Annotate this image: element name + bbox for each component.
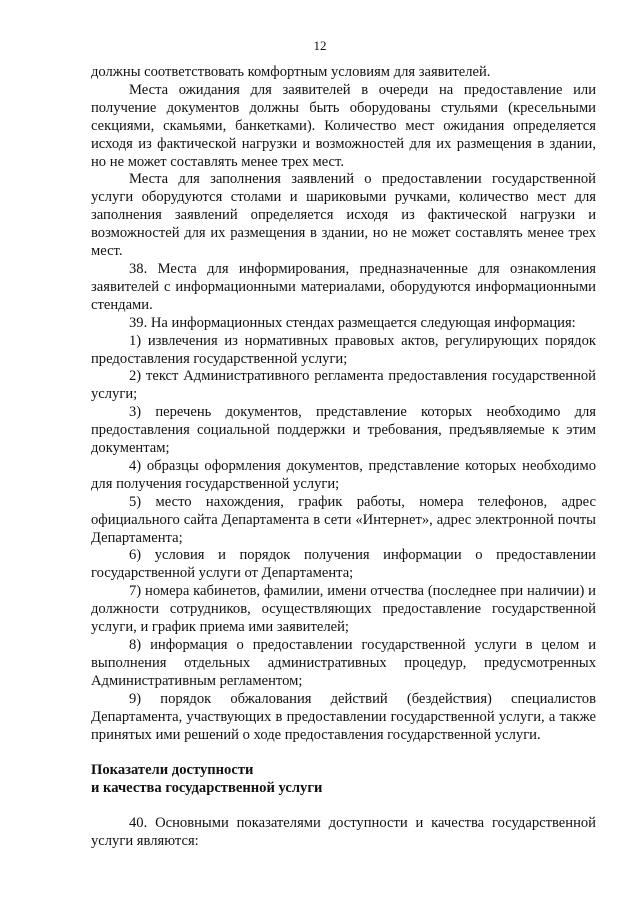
paragraph: 38. Места для информирования, предназначенные для ознакомления заявителей с информационными материалами, оборудуются информационными стендами. bbox=[91, 260, 596, 313]
paragraph: 39. На информационных стендах размещается следующая информация: bbox=[129, 314, 576, 331]
paragraph: Места для заполнения заявлений о предоставлении государственной услуги оборудуются столами и шариковыми ручками, количество мест для заполнения заявлений определяется исходя из фактической нагрузки и возможностей для их размещения в здании, но не может составлять менее трех мест. bbox=[91, 171, 596, 260]
paragraph-group-bottom bbox=[91, 815, 596, 851]
paragraph: 1) извлечения из нормативных правовых актов, регулирующих порядок предоставления государственной услуги; bbox=[91, 332, 596, 367]
paragraph-group-top bbox=[91, 64, 596, 744]
paragraph: 40. Основными показателями доступности и качества государственной услуги являются: bbox=[91, 815, 596, 850]
paragraph: 2) текст Административного регламента предоставления государственной услуги; bbox=[91, 368, 596, 403]
paragraph: должны соответствовать комфортным условиям для заявителей. bbox=[91, 64, 491, 80]
paragraph: 9) порядок обжалования действий (бездействия) специалистов Департамента, участвующих в предоставлении государственной услуги, а также принятых ими решений о ходе предоставления государственной услуги. bbox=[91, 690, 596, 743]
document-body bbox=[91, 64, 596, 851]
section-heading-line-1: Показатели доступности bbox=[91, 762, 254, 779]
paragraph: 3) перечень документов, представление которых необходимо для предоставления социальной поддержки и требования, предъявляемые к этим документам; bbox=[91, 404, 596, 457]
page-number: 12 bbox=[313, 38, 327, 53]
section-heading-line-2: и качества государственной услуги bbox=[91, 780, 323, 797]
paragraph: 4) образцы оформления документов, представление которых необходимо для получения государственной услуги; bbox=[91, 457, 596, 492]
spacer bbox=[91, 798, 596, 815]
paragraph: 7) номера кабинетов, фамилии, имени отчества (последнее при наличии) и должности сотрудников, осуществляющих предоставление государственной услуги, и график приема ими заявителей; bbox=[91, 583, 596, 636]
paragraph: Места ожидания для заявителей в очереди на предоставление или получение документов должны быть оборудованы стульями (кресельными секциями, скамьями, банкетками). Количество мест ожидания определяется исходя из фактической нагрузки и возможностей для их размещения в здании, но не может составлять менее трех мест. bbox=[91, 81, 596, 170]
spacer bbox=[91, 744, 596, 762]
paragraph: 8) информация о предоставлении государственной услуги в целом и выполнения отдельных административных процедур, предусмотренных Административным регламентом; bbox=[91, 637, 596, 689]
paragraph: 6) условия и порядок получения информации о предоставлении государственной услуги от Департамента; bbox=[91, 547, 596, 582]
paragraph: 5) место нахождения, график работы, номера телефонов, адрес официального сайта Департамента в сети «Интернет», адрес электронной почты Департамента; bbox=[91, 493, 596, 546]
